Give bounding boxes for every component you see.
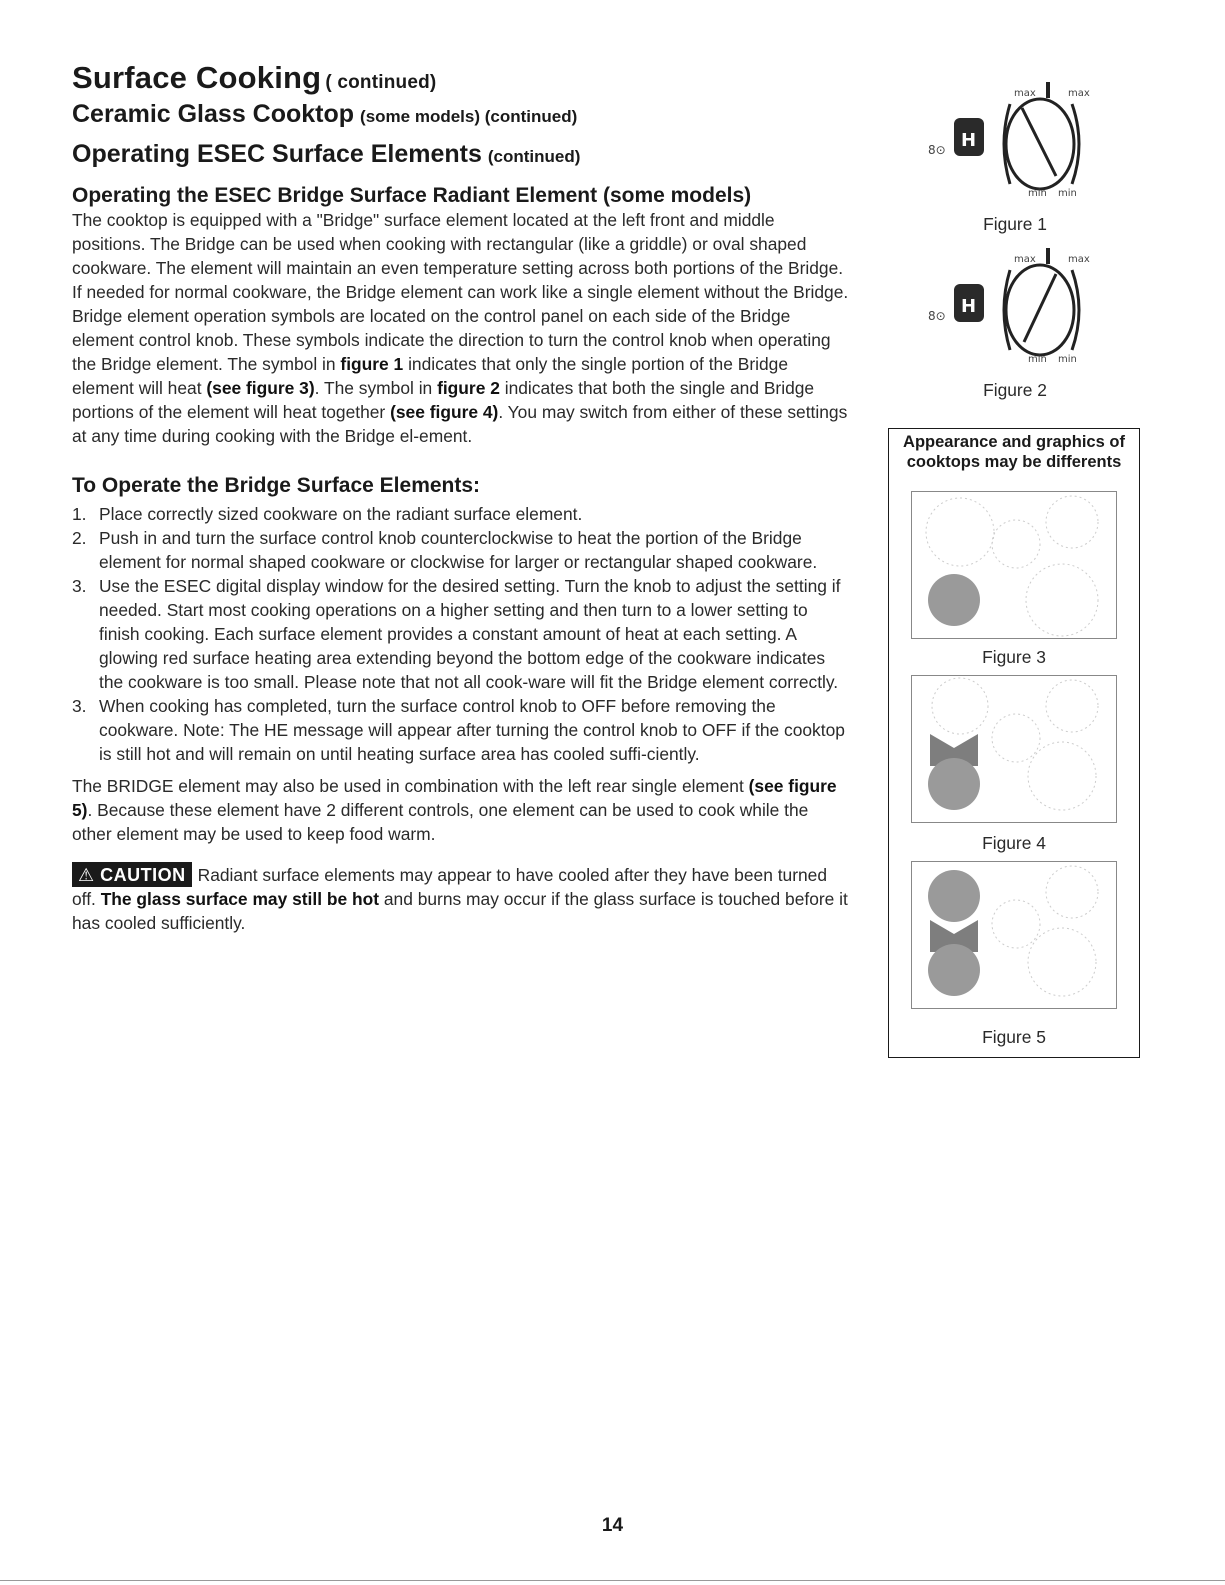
- figure-2-caption: Figure 2: [983, 380, 1047, 400]
- svg-text:min: min: [1028, 354, 1047, 365]
- figure-5-caption: Figure 5: [982, 1027, 1046, 1047]
- step-number: 2.: [72, 527, 87, 548]
- list-item: [72, 502, 852, 526]
- list-item: [72, 526, 852, 574]
- figure-ref: (see figure 4): [390, 401, 499, 422]
- svg-text:min: min: [1058, 354, 1077, 365]
- steps-list: [72, 502, 852, 766]
- bridge-symbol-icon: 8⊙: [928, 309, 946, 323]
- control-knob-illustration: [888, 234, 1142, 369]
- svg-text:min: min: [1028, 188, 1047, 199]
- intro-paragraph: The cooktop is equipped with a "Bridge" surface element located at the left front and middle positions. The Bridge can be used when cooking with rectangular (like a griddle) or oval shaped cookware. The element will maintain an even temperature setting across both portions of the Bridge. If needed for normal cookware, the Bridge element can work like a single element without the Bridge.: [72, 209, 849, 302]
- step-text: When cooking has completed, turn the surface control knob to OFF before removing the cookware. Note: The HE message will appear after turning the control knob to OFF if the cooktop is still hot and will remain on until heating surface area has cooled suffi-ciently.: [99, 695, 845, 764]
- text-run: . You may switch from either of these settings at any time during cooking with the Bridge el-ement.: [72, 401, 848, 446]
- list-item: [72, 694, 852, 766]
- operate-heading: To Operate the Bridge Surface Elements:: [72, 473, 481, 497]
- caution-label: CAUTION: [100, 864, 186, 885]
- figure-1-dial: [888, 68, 1142, 234]
- section-title-suffix: (some models) (continued): [360, 106, 578, 126]
- combination-paragraph: [72, 774, 852, 846]
- text-run: . Because these element have 2 different controls, one element can be used to cook while the other element may be used to keep food warm.: [72, 799, 809, 844]
- page-number: 14: [601, 1515, 624, 1536]
- title-suffix: ( continued): [325, 72, 437, 93]
- figure-column: [888, 68, 1142, 400]
- figure-3-caption: Figure 3: [982, 647, 1046, 667]
- cooktop-figures-box: [888, 428, 1140, 1058]
- figure-ref: (see figure 3): [206, 377, 315, 398]
- text-run: indicates that both the single and Bridge portions of the element will heat together: [72, 377, 815, 422]
- svg-text:min: min: [1058, 188, 1077, 199]
- page-title: [72, 60, 852, 96]
- warning-icon: ⚠: [78, 864, 95, 885]
- box-title: Appearance and graphics of cooktops may be differents: [903, 433, 1125, 471]
- list-item: [72, 574, 852, 694]
- caution-badge: [72, 862, 192, 887]
- section-title: [72, 98, 852, 131]
- figure-ref: figure 2: [437, 377, 500, 398]
- step-number: 3.: [72, 575, 87, 596]
- text-run: The BRIDGE element may also be used in combination with the left rear single element: [72, 775, 749, 796]
- figure-4-caption: Figure 4: [982, 833, 1046, 853]
- symbols-paragraph: [72, 304, 852, 448]
- svg-text:max: max: [1014, 254, 1036, 265]
- warning-emphasis: The glass surface may still be hot: [100, 888, 380, 909]
- title-text: Surface Cooking: [72, 60, 322, 95]
- text-run: Radiant surface elements may appear to have cooled after they have been turned off.: [72, 864, 828, 909]
- text-run: indicates that only the single portion of the Bridge element will heat: [72, 353, 789, 398]
- text-run: Bridge element operation symbols are located on the control panel on each side of the Bridge element control knob. These symbols indicate the direction to turn the control knob when operating the Bridge element. The symbol in: [72, 305, 831, 374]
- svg-text:max: max: [1014, 88, 1036, 99]
- svg-text:H: H: [961, 296, 977, 317]
- bridge-symbol-icon: 8⊙: [928, 143, 946, 157]
- figure-3-cooktop: [911, 491, 1117, 639]
- figure-1-caption: Figure 1: [983, 214, 1047, 234]
- step-text: Place correctly sized cookware on the radiant surface element.: [99, 503, 583, 524]
- text-run: . The symbol in: [314, 377, 438, 398]
- step-number: 1.: [72, 503, 87, 524]
- figure-2-dial: [888, 234, 1142, 400]
- step-text: Push in and turn the surface control knob counterclockwise to heat the portion of the Bridge element for normal shaped cookware or clockwise for larger or rectangular shaped cookware.: [99, 527, 818, 572]
- figure-4-cooktop: [911, 675, 1117, 823]
- control-knob-illustration: [888, 68, 1142, 203]
- section-title-text: Ceramic Glass Cooktop: [72, 99, 355, 128]
- svg-text:max: max: [1068, 254, 1090, 265]
- subsection-title-suffix: (continued): [487, 147, 581, 167]
- text-run: and burns may occur if the glass surface is touched before it has cooled sufficiently.: [72, 888, 848, 933]
- figure-ref: figure 1: [340, 353, 404, 374]
- step-number: 3.: [72, 695, 87, 716]
- topic-heading: Operating the ESEC Bridge Surface Radiant Element (some models): [72, 183, 752, 207]
- subsection-title: [72, 138, 852, 171]
- figure-5-cooktop: [911, 861, 1117, 1009]
- subsection-title-text: Operating ESEC Surface Elements: [72, 140, 482, 169]
- page-edge-divider: [0, 1580, 1225, 1581]
- svg-text:max: max: [1068, 88, 1090, 99]
- step-text: Use the ESEC digital display window for the desired setting. Turn the knob to adjust the setting if needed. Start most cooking operations on a higher setting and then turn to a lower setting to finish cooking. Each surface element provides a constant amount of heat at each setting. A glowing red surface heating area extending beyond the bottom edge of the cookware indicates the cookware is too small. Please note that not all cook-ware will fit the Bridge element correctly.: [99, 575, 841, 692]
- main-column: [72, 60, 852, 935]
- display-text: H: [961, 130, 977, 151]
- figure-ref: (see figure 5): [72, 775, 837, 820]
- caution-paragraph: [72, 862, 852, 935]
